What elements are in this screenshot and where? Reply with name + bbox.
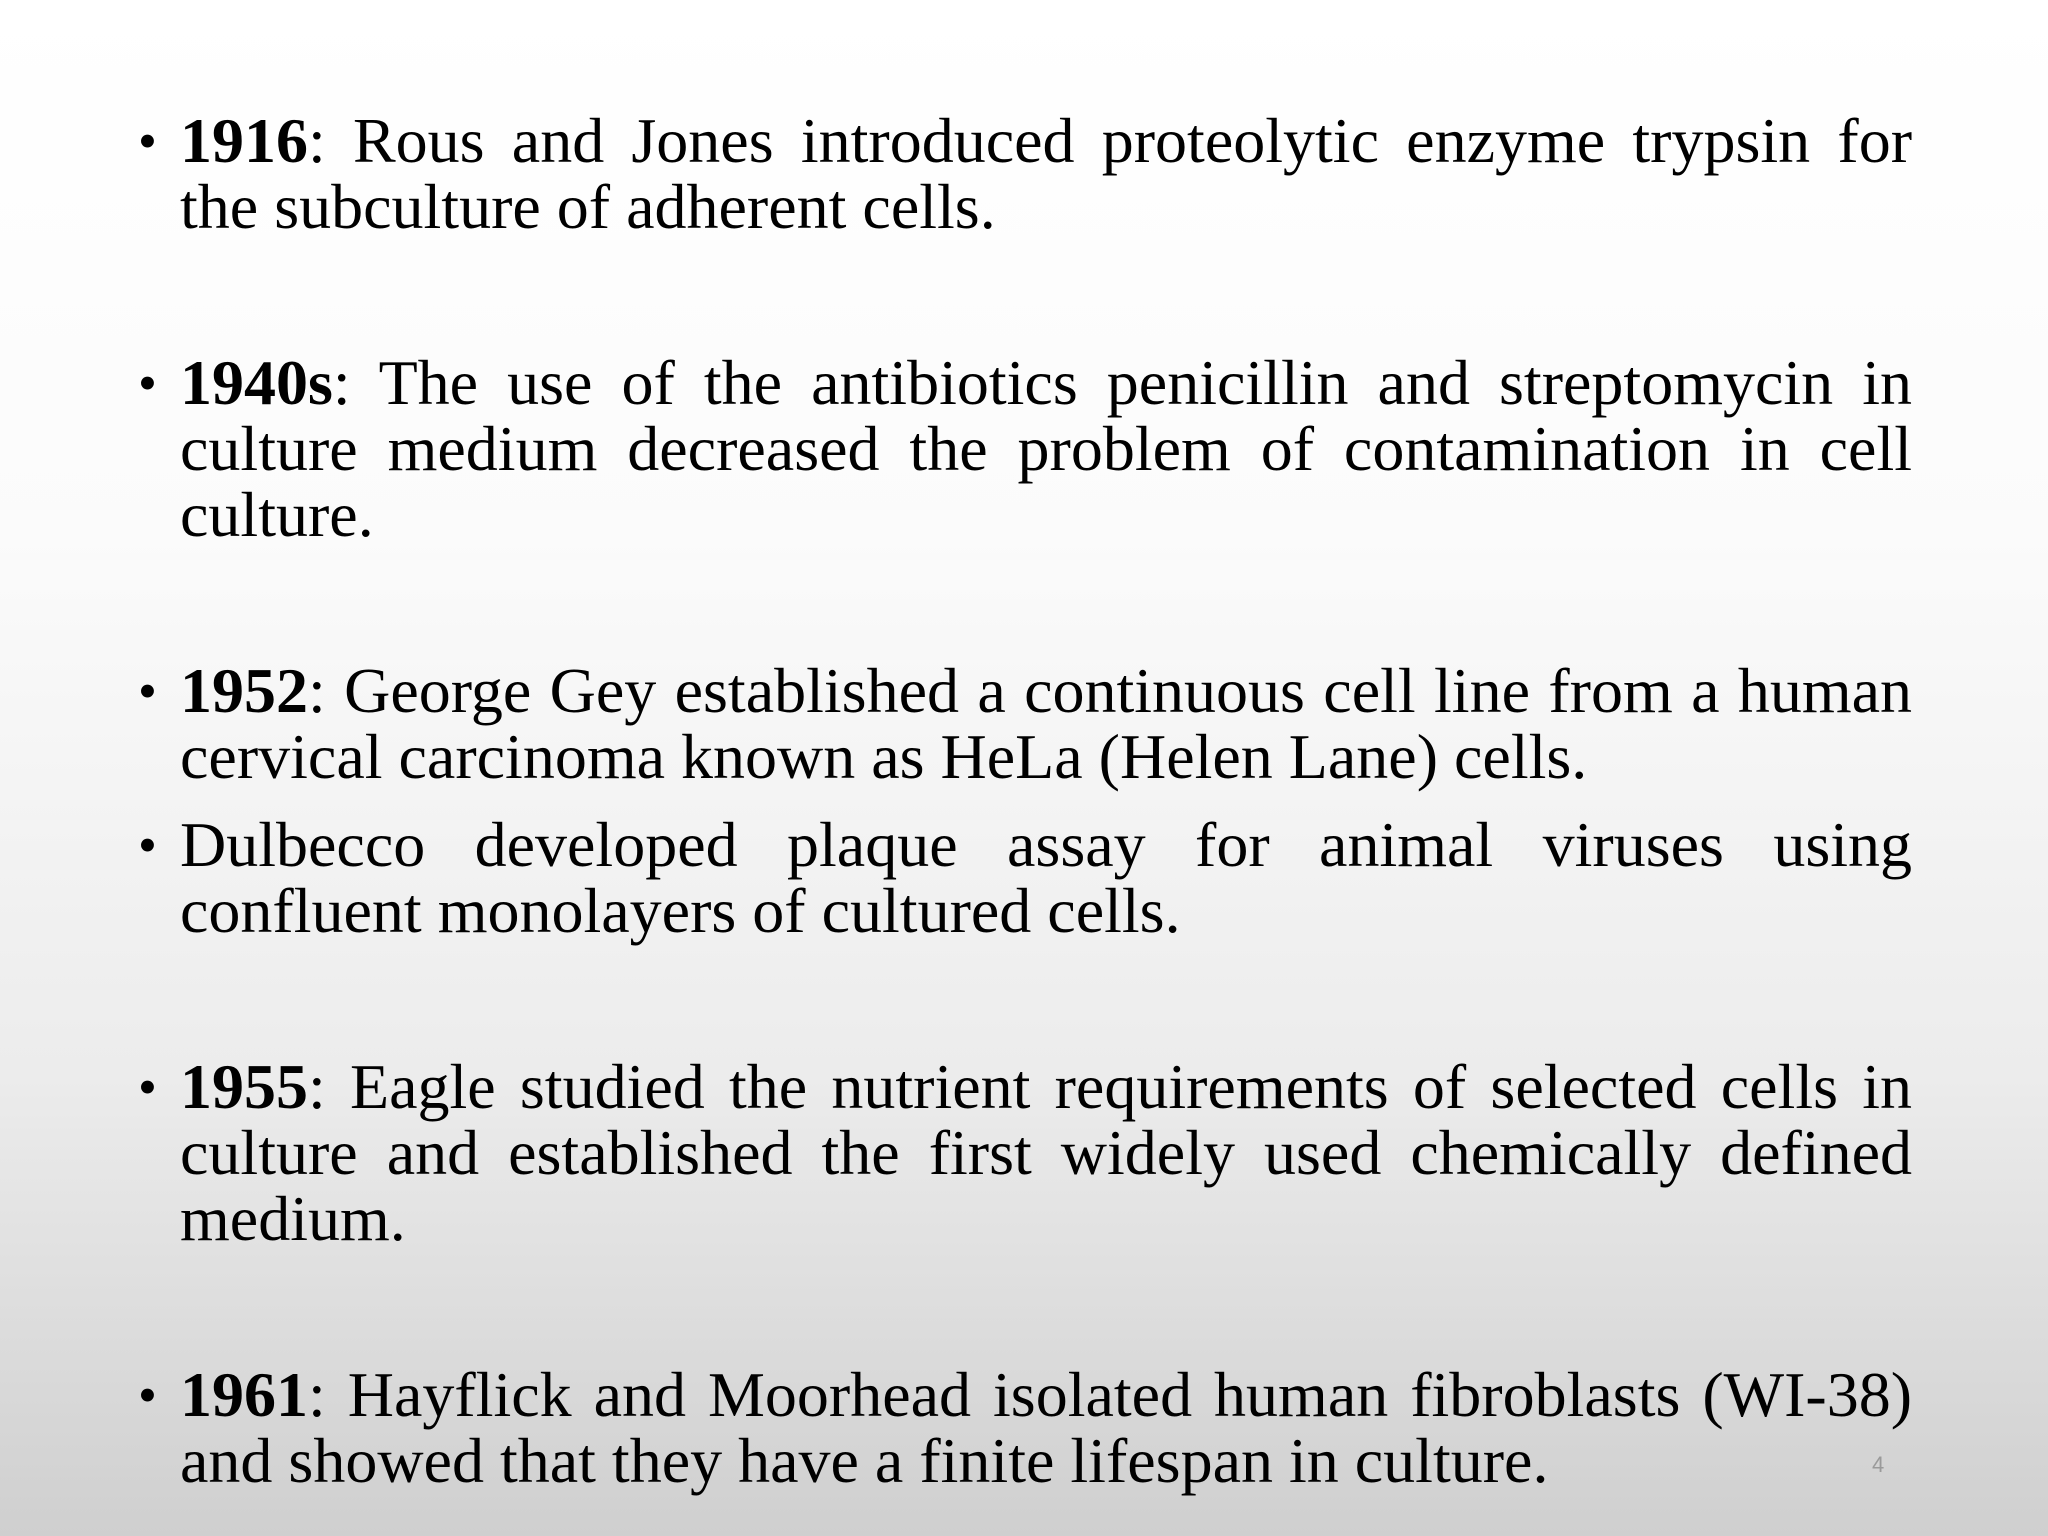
year-label: 1940s: [180, 347, 333, 418]
year-label: 1952: [180, 655, 308, 726]
year-label: 1916: [180, 105, 308, 176]
bullet-item-1952: [138, 655, 1912, 792]
page-number: 4: [1872, 1452, 1885, 1477]
year-label: 1955: [180, 1051, 308, 1122]
bullet-item-1916: [138, 105, 1912, 242]
bullet-icon: •: [138, 661, 157, 721]
bullet-icon: •: [138, 353, 157, 413]
item-text: : Rous and Jones introduced proteolytic enzyme trypsin for the subculture of adherent cells.: [180, 105, 1912, 242]
item-text: : Eagle studied the nutrient requirements of selected cells in culture and established the first widely used chemically defined medium.: [180, 1051, 1912, 1254]
bullet-icon: •: [138, 1057, 157, 1117]
bullet-icon: •: [138, 1365, 157, 1425]
bullet-item-1961: [138, 1359, 1912, 1496]
item-text: : Hayflick and Moorhead isolated human fibroblasts (WI-38) and showed that they have a finite lifespan in culture.: [180, 1359, 1912, 1496]
year-label: 1961: [180, 1359, 308, 1430]
bullet-item-1940s: [138, 347, 1912, 550]
item-text: : The use of the antibiotics penicillin and streptomycin in culture medium decreased the problem of contamination in cell culture.: [180, 347, 1912, 550]
bullet-item-dulbecco: [138, 809, 1912, 946]
bullet-item-1955: [138, 1051, 1912, 1254]
item-text: : George Gey established a continuous cell line from a human cervical carcinoma known as HeLa (Helen Lane) cells.: [180, 655, 1912, 792]
item-text: Dulbecco developed plaque assay for animal viruses using confluent monolayers of cultured cells.: [180, 809, 1912, 946]
bullet-icon: •: [138, 815, 157, 875]
bullet-icon: •: [138, 111, 157, 171]
